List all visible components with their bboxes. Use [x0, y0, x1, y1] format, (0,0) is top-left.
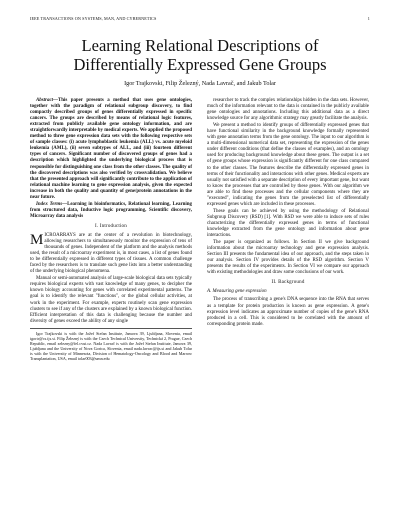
abstract-lead: Abstract	[36, 98, 54, 103]
intro-paragraph-1	[30, 233, 192, 275]
author-footnote	[30, 328, 192, 361]
paper-title: Learning Relational Descriptions of Differentially Expressed Gene Groups	[73, 36, 327, 74]
intro-paragraph-3: researcher to track the complex relationships hidden in the data sets. However, much of the information relevant to the data is contained in the publicly available gene ontologies and annotations. Including this additional data as a direct knowledge source for any algorithmic strategy may greatly facilitate the analysis.	[207, 98, 369, 122]
author-footnote-text: Igor Trajkovski is with the Jožef Stefan Institute, Jamova 39, Ljubljana, Slovenia, email igortr@cs.ijs.si. Filip Železný is with the Czech Technical University, Technická 2, Prague, Czech Republic, email zelezny@fel.cvut.cz. Nada Lavrač is with the Jožef Stefan Institute, Jamova 39, Ljubljana and the University of Nova Gorica, Slovenia, email nada.lavrac@ijs.si and Jakub Tolar is with the University of Minnesota, Division of Hematology-Oncology and Blood and Marrow Transplantation, USA, email tolar003@umn.edu	[30, 330, 192, 361]
intro-paragraph-2: Manual or semi-automated analysis of large-scale biological data sets typically requires biological experts with vast knowledge of many genes, to decipher the known biology accounting for genes with correlated experimental patterns. The goal is to identify the relevant "functions", or the global cellular activities, at work in the experiment. For example, experts routinely scan gene expression clusters to see if any of the clusters are explained by a known biological function. Efficient interpretation of this data is challenging because the number and diversity of genes exceed the ability of any single	[30, 276, 192, 324]
drop-cap: M	[30, 231, 44, 248]
intro-paragraph-1-text: ICROARRAYS are at the center of a revolution in biotechnology, allowing researchers to simultaneously monitor the expression of tens of thousands of genes. Independent of the platform and the analysis methods used, the result of a microarray experiment is, in most cases, a list of genes found to be differentially expressed in different types of tissues. A common challenge faced by the researchers is to translate such gene lists into a better understanding of the underlying biological phenomena.	[30, 232, 192, 275]
section-heading-introduction: I. Introduction	[95, 223, 127, 229]
page-number: 1	[367, 16, 370, 21]
right-column	[207, 98, 369, 329]
index-terms-text: —Learning in bioinformatics, Relational learning, Learning from structured data, Inductive logic programming, Scientific discovery, Microarray data analysis	[30, 201, 192, 219]
left-column	[30, 98, 192, 361]
running-header	[30, 16, 370, 21]
index-terms	[30, 202, 192, 220]
intro-paragraph-5: These goals can be achieved by using the methodology of Relational Subgroup Discovery (RSD) [1]. With RSD we were able to induce sets of rules characterizing the differentially expressed genes in terms of functional knowledge extracted from the gene ontology and information about gene interactions.	[207, 208, 369, 239]
section-heading-background: II. Background	[271, 280, 305, 286]
abstract-text: —This paper presents a method that uses gene ontologies, together with the paradigm of relational subgroup discovery, to find compactly described groups of genes differentially expressed in specific cancers. The groups are described by means of relational logic features, extracted from publicly available gene ontology information, and are straightforwardly interpretable by medical experts. We applied the proposed method to three gene expression data sets with the following respective sets of sample classes: (i) acute lymphoblastic leukemia (ALL) vs. acute myeloid leukemia (AML), (ii) seven subtypes of ALL, and (iii) fourteen different types of cancers. Significant number of discovered groups of genes had a description which highlighted the underlying biological process that is responsible for distinguishing one class from the other classes. The quality of the discovered descriptions was also verified by crossvalidation. We believe that the presented approach will significantly contribute to the application of relational machine learning to gene expression analysis, given the expected increase in both the quality and quantity of gene/protein annotations in the near future.	[30, 98, 192, 200]
author-list: Igor Trajkovski, Filip Železný, Nada Lavrač, and Jakub Tolar	[124, 80, 276, 87]
subsection-heading-measuring-gene-expression: A. Measuring gene expression	[207, 289, 267, 295]
intro-paragraph-4: We present a method to identify groups of differentially expressed genes that have functional similarity in the background knowledge formally represented with gene annotation terms from the gene ontology. The input to our algorithm is a multi-dimensional numerical data set, representing the expression of the genes under different conditions (that define the classes of examples), and an ontology used for producing background knowledge about these genes. The output is a set of gene groups whose expression is significantly different for one class compared to the other classes. The features describe the differentially expressed genes in terms of their functionality and interactions with other genes. Medical experts are usually not satisfied with a separate description of every important gene, but want to know the processes that are controlled by these genes. With our algorithm we are able to find these processes and the cellular components where they are "executed", indicating the genes from the preselected list of differentially expressed genes which are included in these processes.	[207, 123, 369, 207]
background-paragraph-1: The process of transcribing a gene's DNA sequence into the RNA that serves as a template for protein production is known as gene expression. A gene's expression level indicates an approximate number of copies of the gene's RNA produced in a cell. This is considered to be correlated with the amount of corresponding protein made.	[207, 297, 369, 327]
intro-paragraph-6: The paper is organized as follows. In Section II we give background information about the microarray technology and gene expression analysis. Section III presents the fundamental idea of our approach, and the steps taken in our analysis. Section IV provides details of the RSD algorithm. Section V presents the results of the experiments. In Section VI we compare our approach with existing methodologies and draw some conclusions of our work.	[207, 240, 369, 276]
abstract	[30, 98, 192, 201]
index-terms-lead: Index Terms	[36, 201, 63, 207]
journal-name: IEEE TRANSACTIONS ON SYSTEMS, MAN, AND CYBERNETICS	[30, 16, 157, 21]
